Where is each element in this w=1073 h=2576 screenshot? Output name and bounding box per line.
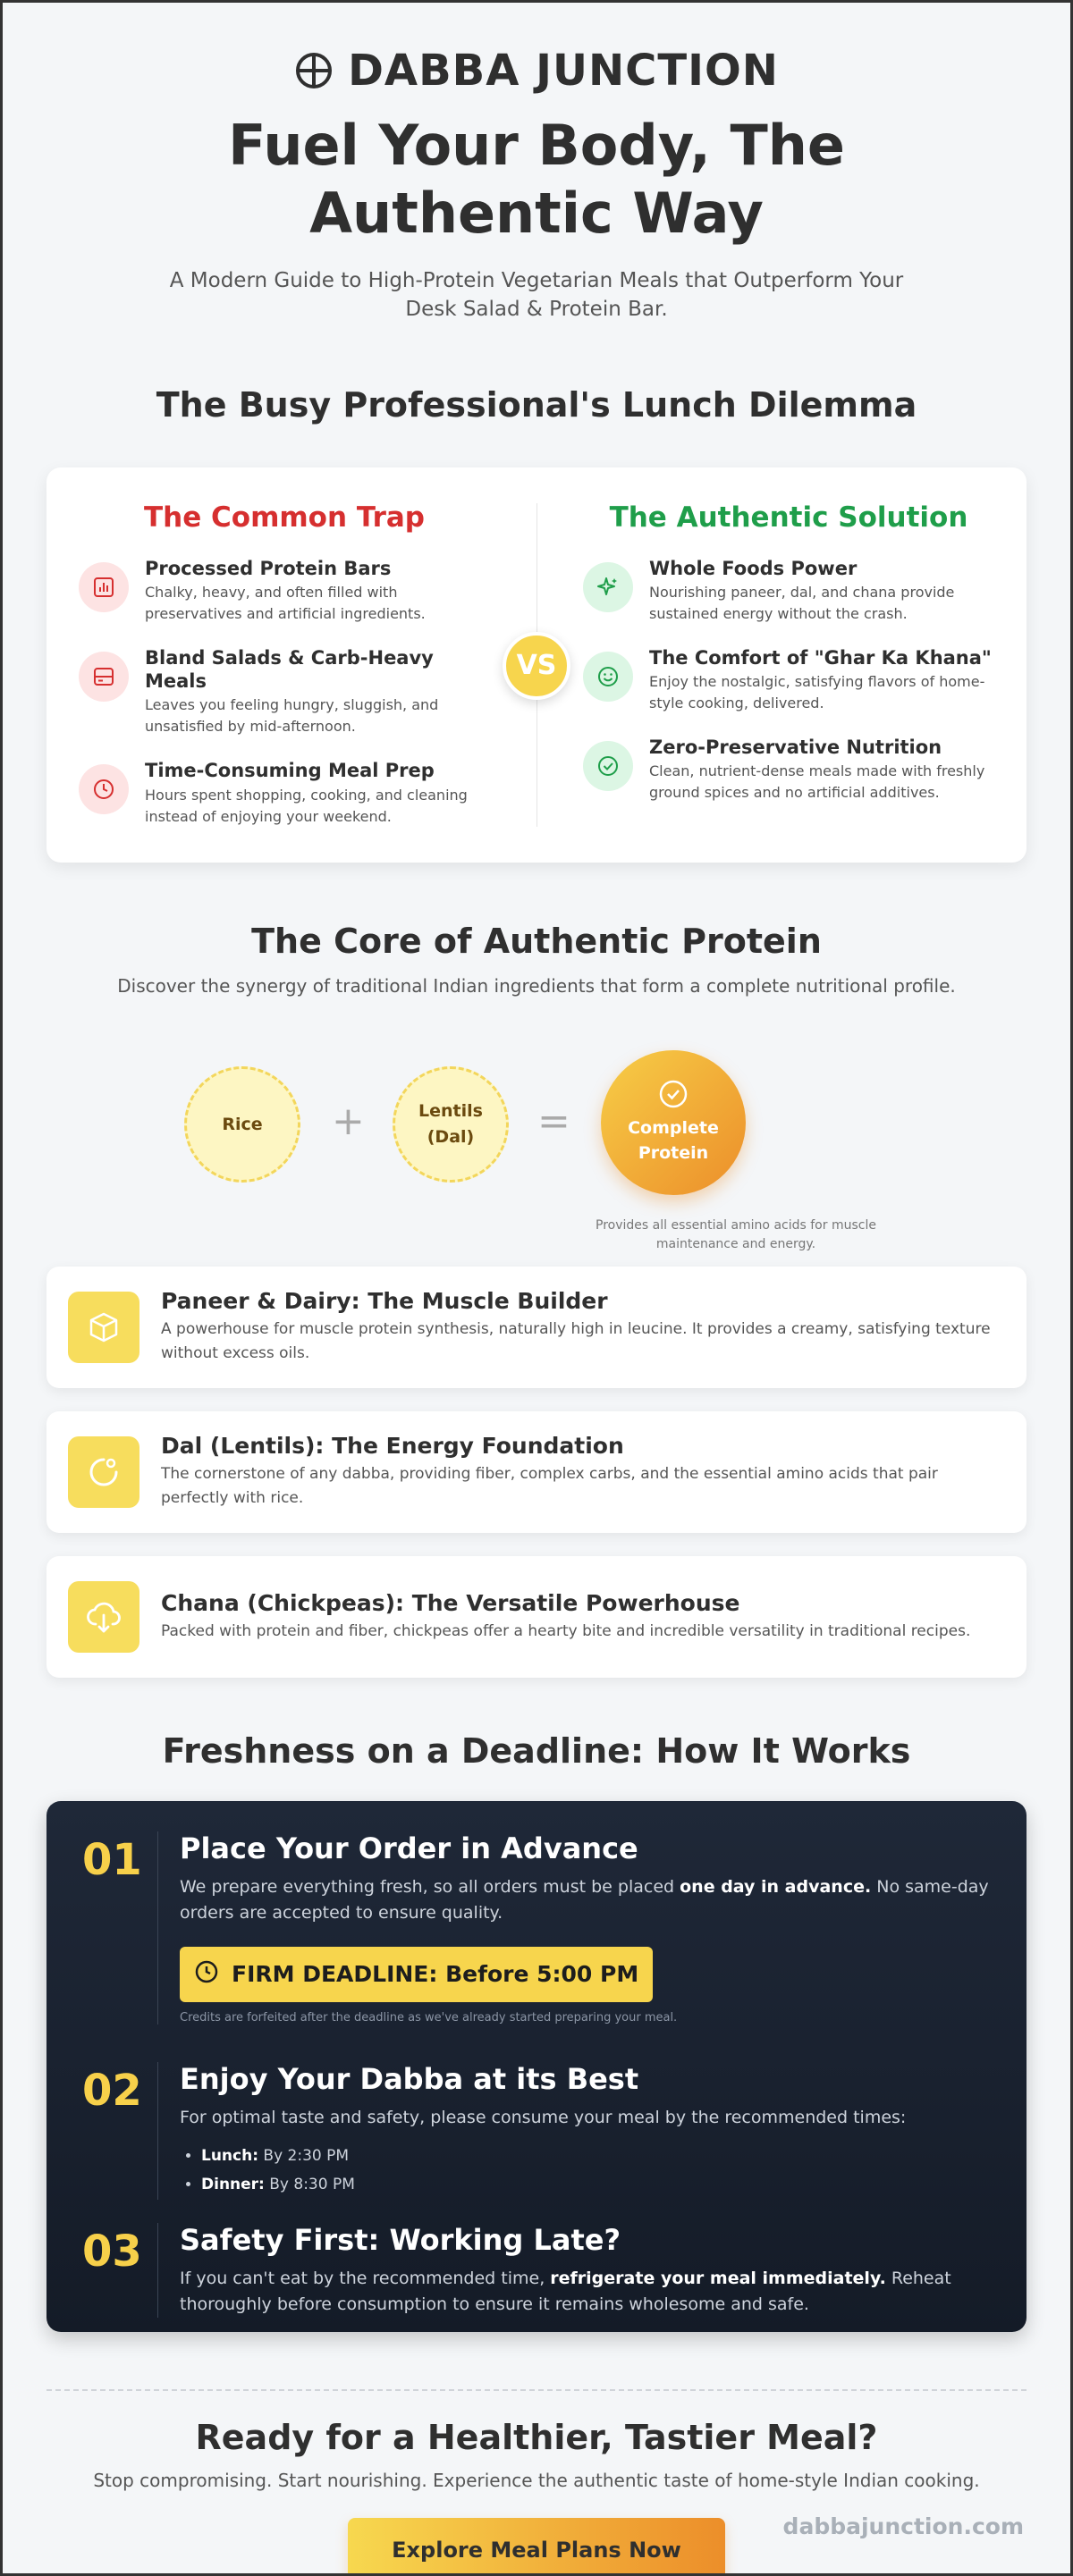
step-text-part: No same-day orders are accepted to ensure quality.	[180, 1876, 989, 1924]
step-number: 03	[82, 2226, 142, 2277]
clock-icon	[79, 764, 129, 814]
step-number: 02	[82, 2065, 142, 2116]
core-subtitle: Discover the synergy of traditional Indian ingredients that form a complete nutritional profile.	[117, 974, 956, 997]
dal-circle	[393, 1066, 509, 1183]
step-text-emphasis: one day in advance.	[680, 1876, 872, 1897]
equals-sign: =	[537, 1098, 570, 1144]
step-body	[157, 1831, 991, 2025]
rice-circle	[184, 1066, 300, 1183]
clock-icon	[194, 1959, 219, 1990]
deadline-text: FIRM DEADLINE: Before 5:00 PM	[232, 1961, 639, 1987]
step-1	[82, 1831, 991, 2025]
food-card-paneer	[46, 1267, 1027, 1388]
explore-meal-plans-button[interactable]: Explore Meal Plans Now	[348, 2518, 725, 2576]
cube-icon	[68, 1292, 139, 1363]
how-title: Freshness on a Deadline: How It Works	[162, 1730, 911, 1771]
lunch-time: By 2:30 PM	[258, 2146, 350, 2165]
cloud-download-icon	[68, 1581, 139, 1653]
trap-item-desc: Hours spent shopping, cooking, and cleaning instead of enjoying your weekend.	[145, 786, 468, 825]
step-title: Place Your Order in Advance	[180, 1831, 638, 1865]
brand-header	[3, 46, 1070, 96]
trap-item	[79, 557, 490, 625]
check-circle-icon	[658, 1079, 689, 1117]
solution-column	[536, 501, 994, 863]
vs-badge: VS	[503, 632, 570, 700]
container-icon	[79, 652, 129, 702]
core-title: The Core of Authentic Protein	[251, 921, 822, 961]
step-body	[157, 2223, 991, 2319]
solution-item-desc: Nourishing paneer, dal, and chana provide sustained energy without the crash.	[649, 583, 955, 622]
amino-acids-note: Provides all essential amino acids for muscle maintenance and energy.	[596, 1217, 876, 1251]
solution-item-title: Zero-Preservative Nutrition	[649, 737, 942, 759]
food-desc: The cornerstone of any dabba, providing fiber, complex carbs, and the essential amino acids that pair perfectly with rice.	[161, 1464, 938, 1508]
hero-title: Fuel Your Body, The Authentic Way	[228, 113, 845, 246]
trap-item	[79, 646, 490, 738]
trap-item	[79, 759, 490, 827]
solution-item-desc: Clean, nutrient-dense meals made with freshly ground spices and no artificial additives.	[649, 762, 985, 802]
step-text-part: If you can't eat by the recommended time,	[180, 2268, 551, 2288]
trap-item-title: Time-Consuming Meal Prep	[145, 760, 435, 782]
trap-heading: The Common Trap	[144, 501, 425, 534]
dal-label-line2: (Dal)	[427, 1126, 475, 1147]
hero-subtitle: A Modern Guide to High-Protein Vegetarian Meals that Outperform Your Desk Salad & Protein Bar.	[169, 269, 904, 322]
step-2	[82, 2062, 991, 2200]
dinner-time: By 8:30 PM	[264, 2176, 355, 2194]
food-card-dal	[46, 1411, 1027, 1533]
trap-item-desc: Leaves you feeling hungry, sluggish, and unsatisfied by mid-afternoon.	[145, 696, 439, 736]
section-divider	[46, 2389, 1027, 2391]
trap-column	[79, 501, 536, 863]
step-text-part: We prepare everything fresh, so all orders must be placed	[180, 1876, 680, 1897]
food-title: Dal (Lentils): The Energy Foundation	[161, 1432, 624, 1459]
complete-label-line2: Protein	[638, 1142, 709, 1163]
footer-url[interactable]: dabbajunction.com	[782, 2513, 1024, 2539]
cta-subtitle: Stop compromising. Start nourishing. Experience the authentic taste of home-style Indian cooking.	[93, 2469, 980, 2491]
dal-label-line1: Lentils	[418, 1101, 483, 1122]
solution-item	[583, 736, 994, 804]
food-title: Chana (Chickpeas): The Versatile Powerhouse	[161, 1589, 740, 1616]
smile-icon	[583, 652, 633, 702]
trap-item-desc: Chalky, heavy, and often filled with preservatives and artificial ingredients.	[145, 583, 426, 622]
step-text: For optimal taste and safety, please consume your meal by the recommended times:	[180, 2107, 907, 2127]
trap-item-title: Processed Protein Bars	[145, 557, 392, 579]
dilemma-card	[46, 467, 1027, 863]
bar-chart-icon	[79, 562, 129, 612]
food-title: Paneer & Dairy: The Muscle Builder	[161, 1287, 608, 1314]
lunch-label: Lunch:	[201, 2146, 259, 2165]
step-number: 01	[82, 1834, 142, 1885]
complete-protein-circle	[601, 1050, 746, 1195]
complete-label-line1: Complete	[628, 1118, 719, 1139]
meal-times-list	[180, 2142, 991, 2200]
solution-heading: The Authentic Solution	[609, 501, 968, 534]
food-desc: A powerhouse for muscle protein synthesis, naturally high in leucine. It provides a creamy, satisfying texture without excess oils.	[161, 1319, 991, 1363]
trap-item-title: Bland Salads & Carb-Heavy Meals	[145, 646, 434, 693]
solution-item	[583, 557, 994, 625]
deadline-badge	[180, 1947, 653, 2002]
food-card-chana	[46, 1556, 1027, 1678]
cta-title: Ready for a Healthier, Tastier Meal?	[195, 2417, 878, 2457]
plus-sign: +	[332, 1098, 365, 1144]
cookie-icon	[68, 1436, 139, 1508]
food-desc: Packed with protein and fiber, chickpeas offer a hearty bite and incredible versatility in traditional recipes.	[161, 1621, 971, 1640]
brand-name: DABBA JUNCTION	[348, 46, 779, 96]
step-text	[180, 2266, 991, 2319]
protein-equation	[3, 1029, 1070, 1251]
step-text-part: Reheat thoroughly before consumption to ensure it remains wholesome and safe.	[180, 2268, 951, 2314]
deadline-note: Credits are forfeited after the deadline as we've already started preparing your meal.	[180, 2010, 678, 2025]
dilemma-title: The Busy Professional's Lunch Dilemma	[156, 384, 917, 425]
how-it-works-card	[46, 1801, 1027, 2332]
step-text	[180, 1874, 991, 1927]
solution-item-title: Whole Foods Power	[649, 557, 858, 579]
solution-item-title: The Comfort of "Ghar Ka Khana"	[649, 646, 992, 669]
step-3	[82, 2223, 991, 2319]
step-text-emphasis: refrigerate your meal immediately.	[550, 2268, 886, 2288]
sparkles-icon	[583, 562, 633, 612]
step-title: Safety First: Working Late?	[180, 2222, 621, 2257]
solution-item	[583, 646, 994, 714]
step-title: Enjoy Your Dabba at its Best	[180, 2061, 639, 2096]
list-item	[201, 2170, 991, 2199]
step-body	[157, 2062, 991, 2200]
dinner-label: Dinner:	[201, 2176, 265, 2194]
list-item	[201, 2142, 991, 2170]
rice-label: Rice	[222, 1114, 263, 1134]
compass-icon	[294, 51, 334, 90]
check-circle-icon	[583, 741, 633, 791]
solution-item-desc: Enjoy the nostalgic, satisfying flavors of home-style cooking, delivered.	[649, 673, 985, 712]
